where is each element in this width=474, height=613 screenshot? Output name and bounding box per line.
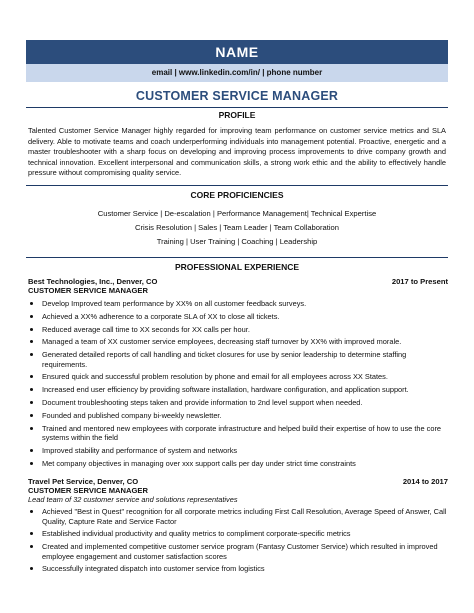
list-item: Improved stability and performance of system and networks	[28, 446, 448, 456]
job-header	[28, 277, 448, 286]
list-item: Founded and published company bi-weekly newsletter.	[28, 411, 448, 421]
divider	[26, 257, 448, 258]
job-role: CUSTOMER SERVICE MANAGER	[28, 486, 148, 495]
profile-heading: PROFILE	[218, 110, 256, 120]
divider	[26, 185, 448, 186]
company-name: Best Technologies, Inc., Denver, CO	[28, 277, 158, 286]
job-entry	[28, 277, 448, 472]
divider	[26, 107, 448, 108]
list-item: Achieved a XX% adherence to a corporate SLA of XX to close all tickets.	[28, 312, 448, 322]
list-item: Successfully integrated dispatch into customer service from logistics	[28, 564, 448, 574]
job-dates: 2014 to 2017	[402, 477, 448, 486]
company-name: Travel Pet Service, Denver, CO	[28, 477, 139, 486]
skills-line: Training | User Training | Coaching | Leadership	[156, 237, 318, 246]
job-header	[28, 477, 448, 486]
job-role: CUSTOMER SERVICE MANAGER	[28, 286, 148, 295]
list-item: Increased end user efficiency by providing software installation, hardware configuration, and application support.	[28, 385, 448, 395]
list-item: Created and implemented competitive customer service program (Fantasy Customer Service) which resulted in improved employee engagement and customer satisfaction scores	[28, 542, 448, 561]
job-entry	[28, 477, 448, 577]
competencies-heading: CORE PROFICIENCIES	[190, 190, 284, 200]
list-item: Generated detailed reports of call handling and ticket closures for use by senior leadership to determine staffing requirements.	[28, 350, 448, 369]
job-bullets	[28, 507, 448, 574]
list-item: Develop Improved team performance by XX% on all customer feedback surveys.	[28, 299, 448, 309]
list-item: Managed a team of XX customer service employees, decreasing staff turnover by XX% with improved morale.	[28, 337, 448, 347]
list-item: Established individual productivity and quality metrics to compliment corporate-specific metrics	[28, 529, 448, 539]
job-dates: 2017 to Present	[391, 277, 448, 286]
skills-line: Crisis Resolution | Sales | Team Leader | Team Collaboration	[134, 223, 340, 232]
list-item: Ensured quick and successful problem resolution by phone and email for all employees across XX States.	[28, 372, 448, 382]
list-item: Met company objectives in managing over xxx support calls per day under strict time constraints	[28, 459, 448, 469]
candidate-name: NAME	[26, 40, 448, 64]
list-item: Trained and mentored new employees with corporate infrastructure and helped build their expertise of how to use the core systems within the field	[28, 424, 448, 443]
list-item: Achieved "Best in Quest" recognition for all corporate metrics including First Call Resolution, Average Speed of Answer, Call Quality, Capture Rate and Service Factor	[28, 507, 448, 526]
job-title: CUSTOMER SERVICE MANAGER	[135, 89, 339, 103]
skills-line: Customer Service | De-escalation | Performance Management| Technical Expertise	[97, 209, 377, 218]
contact-info: email | www.linkedin.com/in/ | phone number	[26, 64, 448, 82]
profile-text: Talented Customer Service Manager highly regarded for improving team performance on customer service metrics and SLA delivery. Able to motivate teams and coach underperforming individuals into management potential. Proactive, energetic and a master troubleshooter with a sharp focus on developing and improving process improvements to drive company growth and technical innovation. Excellent interpersonal and communication skills, a strong work ethic and the ability to effectively handle pressure without compromising quality service.	[28, 126, 446, 178]
list-item: Reduced average call time to XX seconds for XX calls per hour.	[28, 325, 448, 335]
list-item: Document troubleshooting steps taken and provide information to 2nd level support when needed.	[28, 398, 448, 408]
job-bullets	[28, 299, 448, 468]
job-summary: Lead team of 32 customer service and solutions representatives	[28, 495, 238, 504]
experience-heading: PROFESSIONAL EXPERIENCE	[174, 262, 300, 272]
